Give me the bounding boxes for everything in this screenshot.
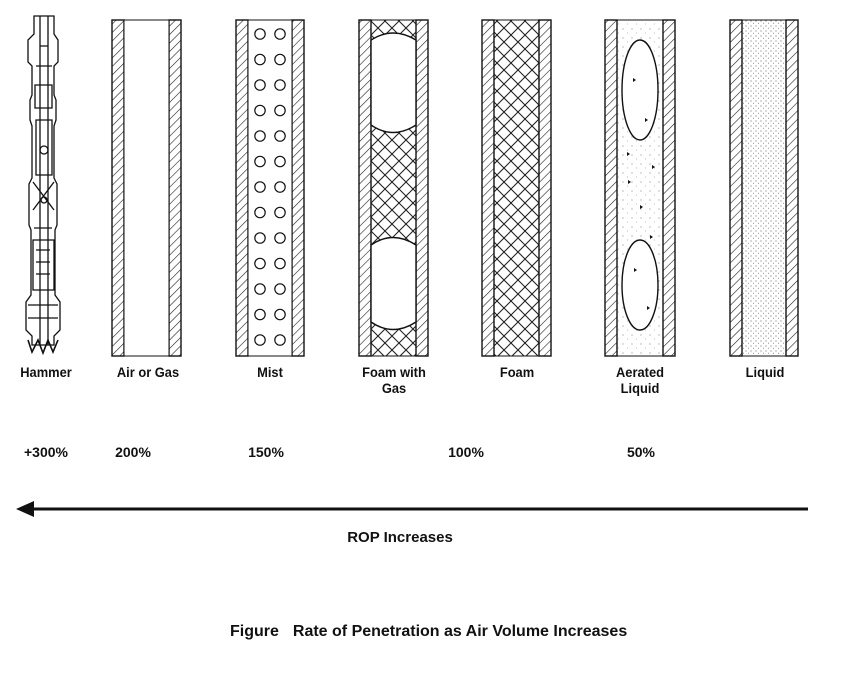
- rop-arrow: [16, 501, 808, 517]
- air-or-gas-pipe: [112, 20, 181, 356]
- label-mist: Mist: [257, 364, 283, 380]
- percent-air-or-gas: 200%: [115, 444, 151, 460]
- caption-text: Rate of Penetration as Air Volume Increases: [292, 623, 628, 640]
- percent-mist: 150%: [248, 444, 284, 460]
- figure-caption: [230, 623, 710, 641]
- percent-aerated-liquid: 50%: [626, 444, 656, 460]
- liquid-pipe: [730, 20, 798, 356]
- label-air-or-gas: Air or Gas: [116, 364, 180, 380]
- mist-pipe: [236, 20, 304, 356]
- foam-pipe: [482, 20, 551, 356]
- label-foam: Foam: [499, 364, 535, 380]
- label-foam-with-gas: Foam with Gas: [362, 364, 426, 396]
- label-aerated-liquid: Aerated Liquid: [616, 364, 664, 396]
- label-liquid: Liquid: [745, 364, 785, 380]
- foam-with-gas-pipe: [359, 20, 428, 356]
- hammer-tool-icon: [26, 16, 60, 353]
- rop-increases-label: ROP Increases: [347, 529, 453, 546]
- aerated-liquid-pipe: [605, 20, 675, 356]
- percent-foam: 100%: [448, 444, 484, 460]
- percent-hammer: +300%: [24, 444, 68, 460]
- label-hammer: Hammer: [20, 364, 72, 380]
- caption-prefix: Figure: [230, 623, 279, 640]
